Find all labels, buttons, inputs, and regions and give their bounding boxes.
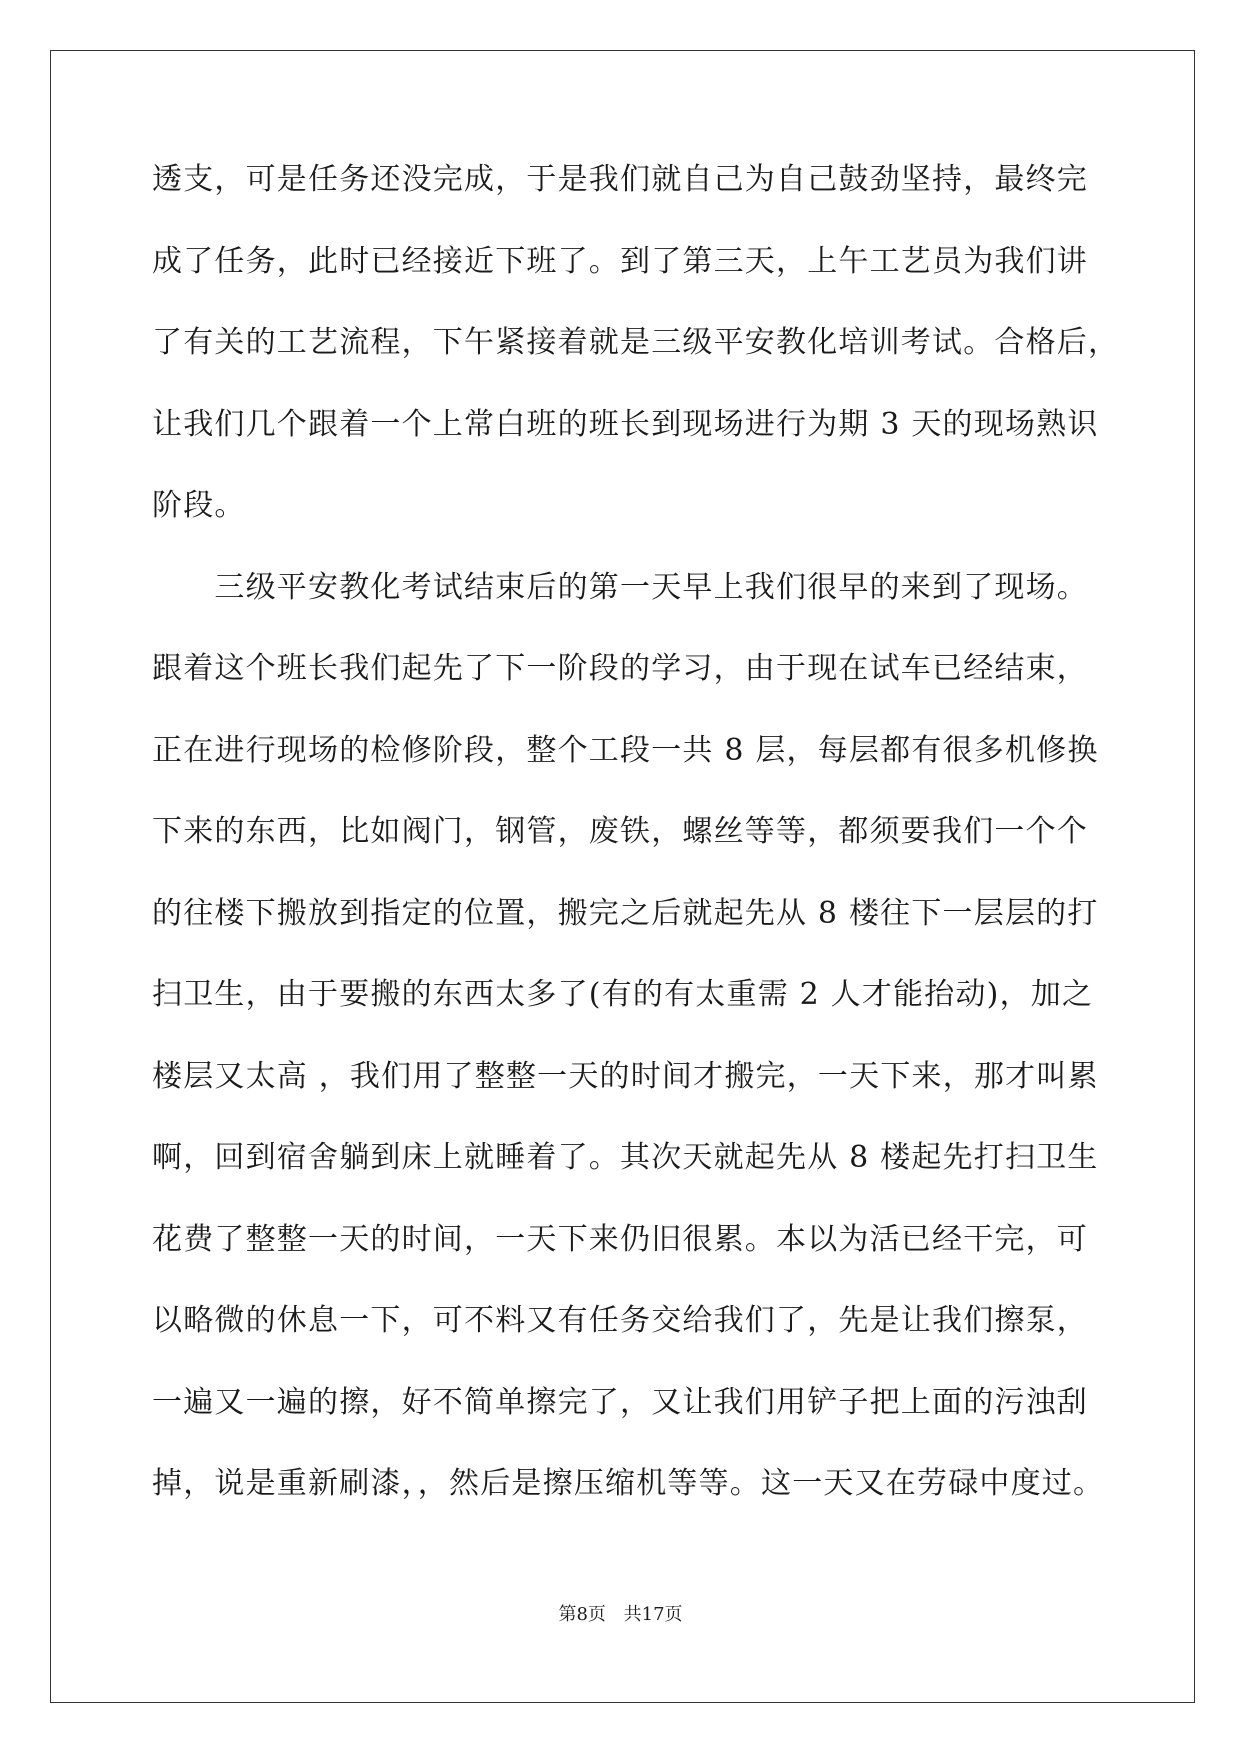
text-line: 一遍又一遍的擦，好不简单擦完了，又让我们用铲子把上面的污浊刮 xyxy=(152,1384,1088,1420)
page-total: 共17页 xyxy=(623,1604,683,1625)
text-line: 的往楼下搬放到指定的位置，搬完之后就起先从 8 楼往下一层层的打 xyxy=(152,895,1099,931)
text-line: 掉，说是重新刷漆，，然后是擦压缩机等等。这一天又在劳碌中度过。 xyxy=(152,1466,1105,1501)
text-line: 以略微的休息一下，可不料又有任务交给我们了，先是让我们擦泵， xyxy=(152,1303,1088,1338)
paragraph-1 xyxy=(152,160,1120,568)
paragraph-2 xyxy=(152,568,1105,1546)
text-line: 让我们几个跟着一个上常白班的班长到现场进行为期 3 天的现场熟识 xyxy=(152,406,1099,442)
text-line: 三级平安教化考试结束后的第一天早上我们很早的来到了现场。 xyxy=(152,569,1088,605)
text-line: 楼层又太高 ，我们用了整整一天的时间才搬完，一天下来，那才叫累 xyxy=(152,1058,1099,1094)
text-line: 下来的东西，比如阀门，钢管，废铁，螺丝等等，都须要我们一个个 xyxy=(152,814,1088,849)
text-line: 正在进行现场的检修阶段，整个工段一共 8 层，每层都有很多机修换 xyxy=(152,732,1099,768)
text-line: 扫卫生，由于要搬的东西太多了(有的有太重需 2 人才能抬动)，加之 xyxy=(152,977,1094,1012)
document-body xyxy=(152,160,1120,1546)
page-footer xyxy=(0,1603,1241,1627)
text-line: 跟着这个班长我们起先了下一阶段的学习，由于现在试车已经结束， xyxy=(152,651,1088,686)
text-line: 啊，回到宿舍躺到床上就睡着了。其次天就起先从 8 楼起先打扫卫生 xyxy=(152,1140,1099,1175)
text-line: 透支，可是任务还没完成，于是我们就自己为自己鼓劲坚持，最终完 xyxy=(152,162,1088,197)
page-number: 第8页 xyxy=(558,1604,606,1625)
text-line: 花费了整整一天的时间，一天下来仍旧很累。本以为活已经干完，可 xyxy=(152,1221,1088,1257)
text-line: 阶段。 xyxy=(152,488,246,523)
text-line: 了有关的工艺流程，下午紧接着就是三级平安教化培训考试。合格后， xyxy=(152,325,1120,360)
text-line: 成了任务，此时已经接近下班了。到了第三天，上午工艺员为我们讲 xyxy=(152,243,1088,279)
